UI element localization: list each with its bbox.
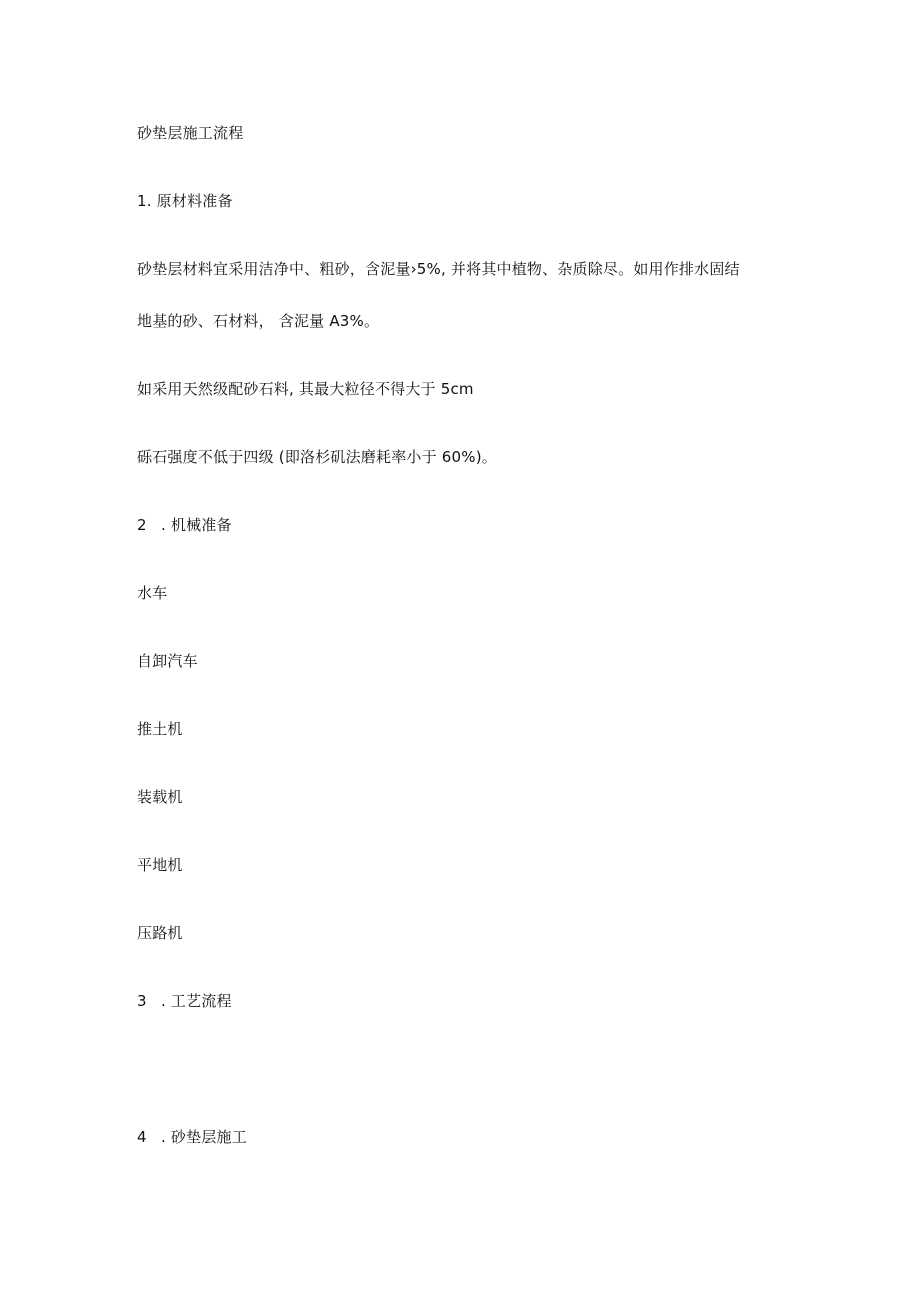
- section-1-paragraph-2: 如采用天然级配砂石料, 其最大粒径不得大于 5cm: [137, 380, 474, 398]
- section-1-paragraph-3: 砾石强度不低于四级 (即洛杉矶法磨耗率小于 60%)。: [137, 448, 497, 466]
- machine-item: 装载机: [137, 788, 183, 806]
- section-2-title: . 机械准备: [161, 516, 232, 534]
- section-3-number: 3: [137, 992, 147, 1010]
- section-1-number: 1: [137, 192, 147, 210]
- section-1-paragraph-1-line-1: 砂垫层材料宜采用洁净中、粗砂，含泥量›5%, 并将其中植物、杂质除尽。如用作排水固结: [137, 260, 740, 278]
- machine-item: 压路机: [137, 924, 183, 942]
- section-3-heading: [137, 991, 232, 1011]
- section-3-title: . 工艺流程: [161, 992, 232, 1010]
- section-1-heading: [137, 191, 233, 211]
- machine-item: 水车: [137, 584, 168, 602]
- section-2-number: 2: [137, 516, 147, 534]
- section-2-heading: [137, 515, 232, 535]
- section-4-title: . 砂垫层施工: [161, 1128, 247, 1146]
- section-1-paragraph-1-line-2: 地基的砂、石材料， 含泥量 A3%。: [137, 312, 380, 330]
- machine-item: 推土机: [137, 720, 183, 738]
- machine-item: 平地机: [137, 856, 183, 874]
- document-title: 砂垫层施工流程: [137, 124, 244, 142]
- section-1-title: . 原材料准备: [146, 192, 233, 210]
- section-4-heading: [137, 1127, 247, 1147]
- machine-item: 自卸汽车: [137, 652, 198, 670]
- section-4-number: 4: [137, 1128, 147, 1146]
